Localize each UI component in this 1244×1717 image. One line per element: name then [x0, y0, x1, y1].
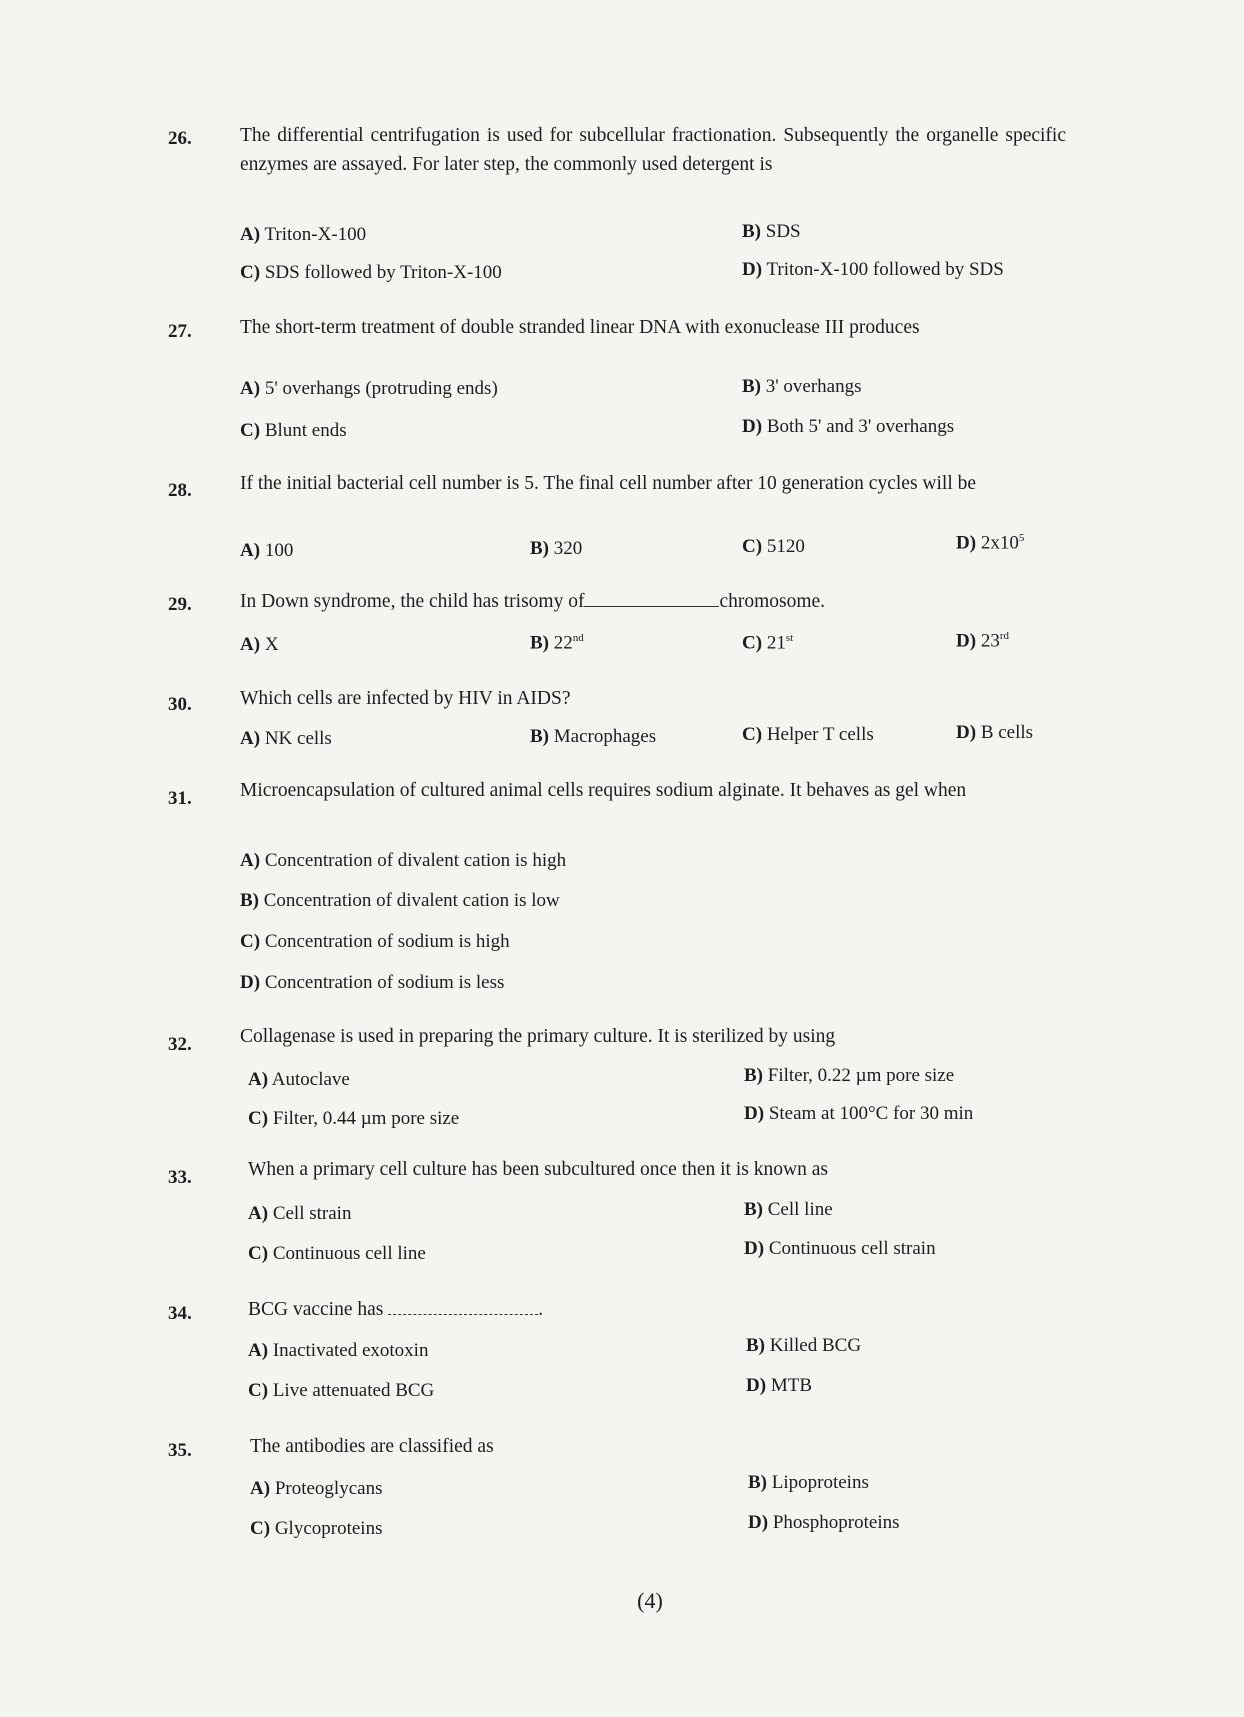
option-d: D) Triton-X-100 followed by SDS — [742, 259, 1004, 280]
option-b: B) SDS — [742, 221, 801, 242]
option-c: C) Continuous cell line — [248, 1243, 426, 1264]
question-text: Microencapsulation of cultured animal cells requires sodium alginate. It behaves as gel when — [240, 780, 967, 801]
option-d: D) MTB — [746, 1375, 812, 1396]
option-d: D) B cells — [956, 722, 1034, 743]
question-text: BCG vaccine has . — [248, 1299, 544, 1320]
option-d: D) $2x10^5$ — [956, 532, 1025, 554]
option-d: D) Both 5' and 3' overhangs — [742, 416, 955, 437]
option-b: B) Macrophages — [530, 726, 657, 747]
page-number: (4) — [637, 1588, 663, 1613]
option-c: C) Helper T cells — [742, 724, 874, 745]
option-d: D) 23rd — [956, 630, 1009, 652]
fill-blank[interactable] — [388, 1313, 538, 1315]
fill-blank[interactable] — [584, 605, 719, 607]
question-number: 27. — [168, 321, 192, 342]
question-number: 26. — [168, 128, 192, 149]
option-b: B) 22nd — [530, 632, 584, 654]
option-c: C) Blunt ends — [240, 420, 347, 441]
question-text: The antibodies are classified as — [250, 1436, 494, 1457]
question-text: If the initial bacterial cell number is 5. The final cell number after 10 generation cycles will be — [240, 473, 977, 494]
question-number: 30. — [168, 694, 192, 715]
option-b: B) Lipoproteins — [748, 1472, 869, 1493]
option-d: D) Concentration of sodium is less — [240, 972, 505, 993]
option-c: C) 5120 — [742, 536, 805, 557]
question-text: In Down syndrome, the child has trisomy of chromosome. — [240, 591, 826, 612]
question-text: The differential centrifugation is used for subcellular fractionation. Subsequently the organelle specific enzymes are assayed. For later step, the commonly used detergent is — [240, 125, 1066, 175]
option-c: C) Glycoproteins — [250, 1518, 383, 1539]
option-c: C) SDS followed by Triton-X-100 — [240, 262, 502, 283]
question-number: 35. — [168, 1440, 192, 1461]
option-a: A) Autoclave — [248, 1069, 350, 1090]
question-text: When a primary cell culture has been subcultured once then it is known as — [248, 1159, 828, 1180]
question-text: Which cells are infected by HIV in AIDS? — [240, 688, 571, 709]
option-a: A) Proteoglycans — [250, 1478, 383, 1499]
option-a: A) NK cells — [240, 728, 332, 749]
option-c: C) Filter, 0.44 µm pore size — [248, 1108, 460, 1129]
option-a: A) Cell strain — [248, 1203, 352, 1224]
question-number: 31. — [168, 788, 192, 809]
option-a: A) X — [240, 634, 279, 655]
question-number: 32. — [168, 1034, 192, 1055]
question-text: Collagenase is used in preparing the primary culture. It is sterilized by using — [240, 1026, 836, 1047]
question-text: The short-term treatment of double stranded linear DNA with exonuclease III produces — [240, 317, 920, 338]
option-a: A) 5' overhangs (protruding ends) — [240, 378, 498, 399]
option-d: D) Steam at 100°C for 30 min — [744, 1103, 974, 1124]
option-b: B) Filter, 0.22 µm pore size — [744, 1065, 955, 1086]
option-a: A) Triton-X-100 — [240, 224, 367, 245]
option-b: B) Killed BCG — [746, 1335, 862, 1356]
option-b: B) 3' overhangs — [742, 376, 862, 397]
option-a: A) 100 — [240, 540, 294, 561]
question-number: 29. — [168, 594, 192, 615]
option-d: D) Continuous cell strain — [744, 1238, 936, 1259]
option-c: C) 21st — [742, 632, 794, 654]
question-number: 33. — [168, 1167, 192, 1188]
option-c: C) Concentration of sodium is high — [240, 931, 510, 952]
option-c: C) Live attenuated BCG — [248, 1380, 435, 1401]
option-d: D) Phosphoproteins — [748, 1512, 900, 1533]
option-b: B) Cell line — [744, 1199, 833, 1220]
question-number: 34. — [168, 1303, 192, 1324]
option-a: A) Inactivated exotoxin — [248, 1340, 429, 1361]
question-number: 28. — [168, 480, 192, 501]
option-b: B) Concentration of divalent cation is low — [240, 890, 560, 911]
option-a: A) Concentration of divalent cation is high — [240, 850, 567, 871]
option-b: B) 320 — [530, 538, 583, 559]
